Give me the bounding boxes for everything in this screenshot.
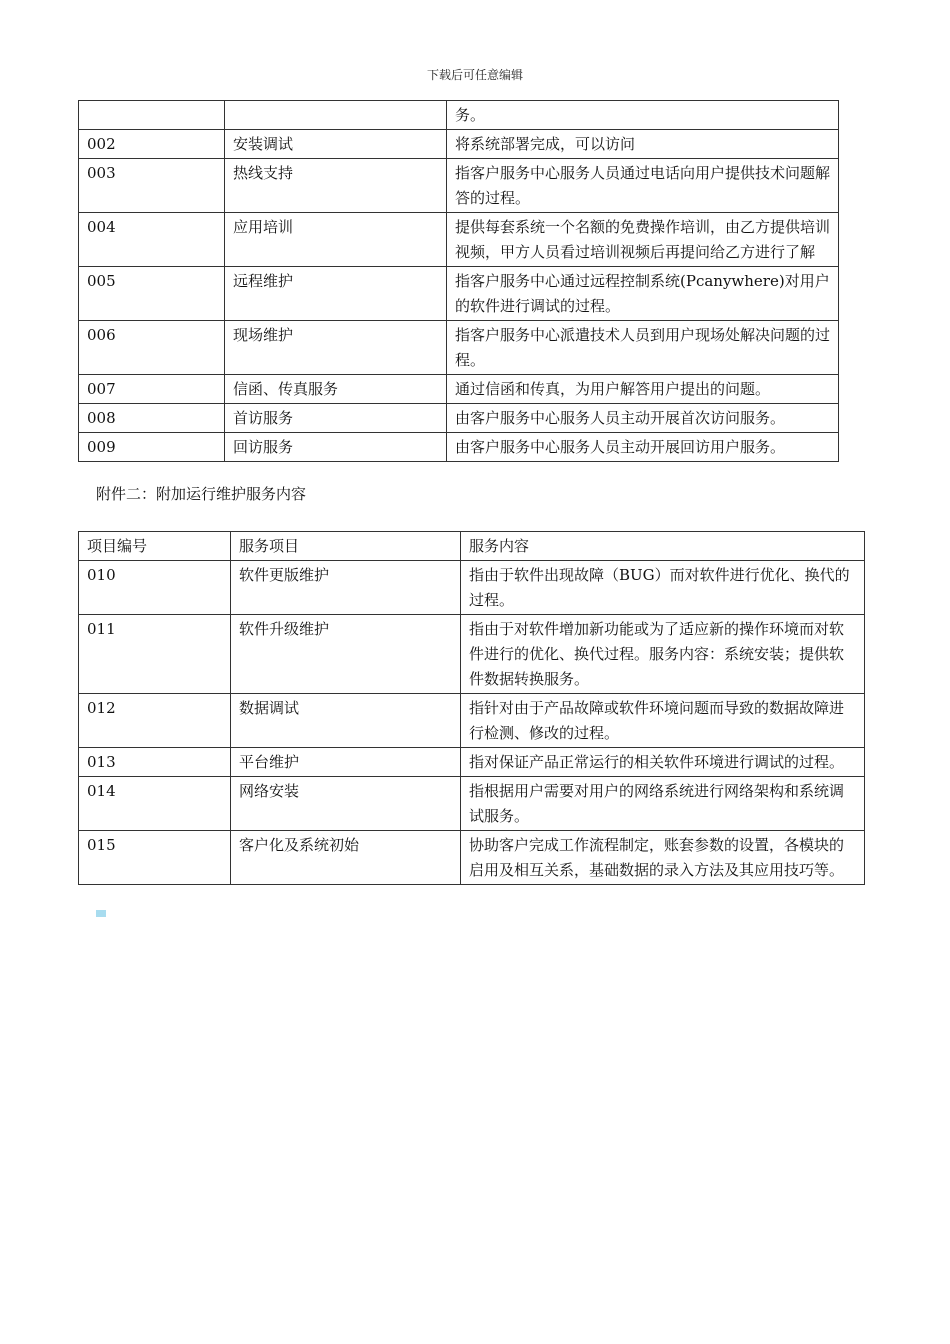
- table-row: [79, 694, 865, 748]
- cell-id: 004: [79, 213, 225, 267]
- table-row: [79, 321, 839, 375]
- cell-content: 指对保证产品正常运行的相关软件环境进行调试的过程。: [461, 748, 865, 777]
- edit-marker: [96, 910, 106, 917]
- table-row: [79, 130, 839, 159]
- table-row: [79, 101, 839, 130]
- section-title: 附件二：附加运行维护服务内容: [96, 485, 307, 503]
- cell-id: 002: [79, 130, 225, 159]
- table-row: [79, 615, 865, 694]
- table-row: [79, 213, 839, 267]
- cell-item: 平台维护: [231, 748, 461, 777]
- cell-item: 回访服务: [225, 433, 447, 462]
- table-row: [79, 267, 839, 321]
- cell-id: 013: [79, 748, 231, 777]
- table-row: [79, 561, 865, 615]
- cell-content: 提供每套系统一个名额的免费操作培训，由乙方提供培训视频，甲方人员看过培训视频后再提问给乙方进行了解: [447, 213, 839, 267]
- cell-content: 务。: [447, 101, 839, 130]
- cell-id: 008: [79, 404, 225, 433]
- header-item: 服务项目: [231, 532, 461, 561]
- cell-content: 指客户服务中心通过远程控制系统(Pcanywhere)对用户的软件进行调试的过程。: [447, 267, 839, 321]
- cell-content: 将系统部署完成，可以访问: [447, 130, 839, 159]
- table-row: [79, 748, 865, 777]
- cell-content: 指由于软件出现故障（BUG）而对软件进行优化、换代的过程。: [461, 561, 865, 615]
- cell-id: 006: [79, 321, 225, 375]
- cell-id: 010: [79, 561, 231, 615]
- cell-content: 协助客户完成工作流程制定，账套参数的设置，各模块的启用及相互关系，基础数据的录入方法及其应用技巧等。: [461, 831, 865, 885]
- cell-content: 通过信函和传真，为用户解答用户提出的问题。: [447, 375, 839, 404]
- service-table-2: [78, 531, 865, 885]
- cell-content: 指由于对软件增加新功能或为了适应新的操作环境而对软件进行的优化、换代过程。服务内容：系统安装；提供软件数据转换服务。: [461, 615, 865, 694]
- table-row: [79, 404, 839, 433]
- cell-item: 现场维护: [225, 321, 447, 375]
- service-table-2-body: [79, 561, 865, 885]
- table-row: [79, 375, 839, 404]
- cell-content: 由客户服务中心服务人员主动开展首次访问服务。: [447, 404, 839, 433]
- cell-item: 应用培训: [225, 213, 447, 267]
- table-row: [79, 159, 839, 213]
- cell-id: 012: [79, 694, 231, 748]
- cell-id: 009: [79, 433, 225, 462]
- cell-item: 信函、传真服务: [225, 375, 447, 404]
- table-row: [79, 777, 865, 831]
- cell-content: 指根据用户需要对用户的网络系统进行网络架构和系统调试服务。: [461, 777, 865, 831]
- cell-id: 005: [79, 267, 225, 321]
- cell-item: 首访服务: [225, 404, 447, 433]
- cell-id: 011: [79, 615, 231, 694]
- cell-item: 安装调试: [225, 130, 447, 159]
- cell-item: 软件更版维护: [231, 561, 461, 615]
- cell-item: 软件升级维护: [231, 615, 461, 694]
- cell-content: 指针对由于产品故障或软件环境问题而导致的数据故障进行检测、修改的过程。: [461, 694, 865, 748]
- cell-item: 远程维护: [225, 267, 447, 321]
- cell-content: 指客户服务中心派遣技术人员到用户现场处解决问题的过程。: [447, 321, 839, 375]
- cell-item: 网络安装: [231, 777, 461, 831]
- header-id: 项目编号: [79, 532, 231, 561]
- cell-item: 客户化及系统初始: [231, 831, 461, 885]
- header-content: 服务内容: [461, 532, 865, 561]
- table-header-row: [79, 532, 865, 561]
- table-row: [79, 433, 839, 462]
- cell-item: 热线支持: [225, 159, 447, 213]
- cell-id: 007: [79, 375, 225, 404]
- cell-item: [225, 101, 447, 130]
- service-table-1-body: [79, 101, 839, 462]
- cell-id: 015: [79, 831, 231, 885]
- cell-id: 014: [79, 777, 231, 831]
- cell-item: 数据调试: [231, 694, 461, 748]
- table-row: [79, 831, 865, 885]
- cell-id: 003: [79, 159, 225, 213]
- cell-content: 指客户服务中心服务人员通过电话向用户提供技术问题解答的过程。: [447, 159, 839, 213]
- cell-id: [79, 101, 225, 130]
- service-table-1: [78, 100, 839, 462]
- cell-content: 由客户服务中心服务人员主动开展回访用户服务。: [447, 433, 839, 462]
- page-header: 下载后可任意编辑: [426, 68, 523, 82]
